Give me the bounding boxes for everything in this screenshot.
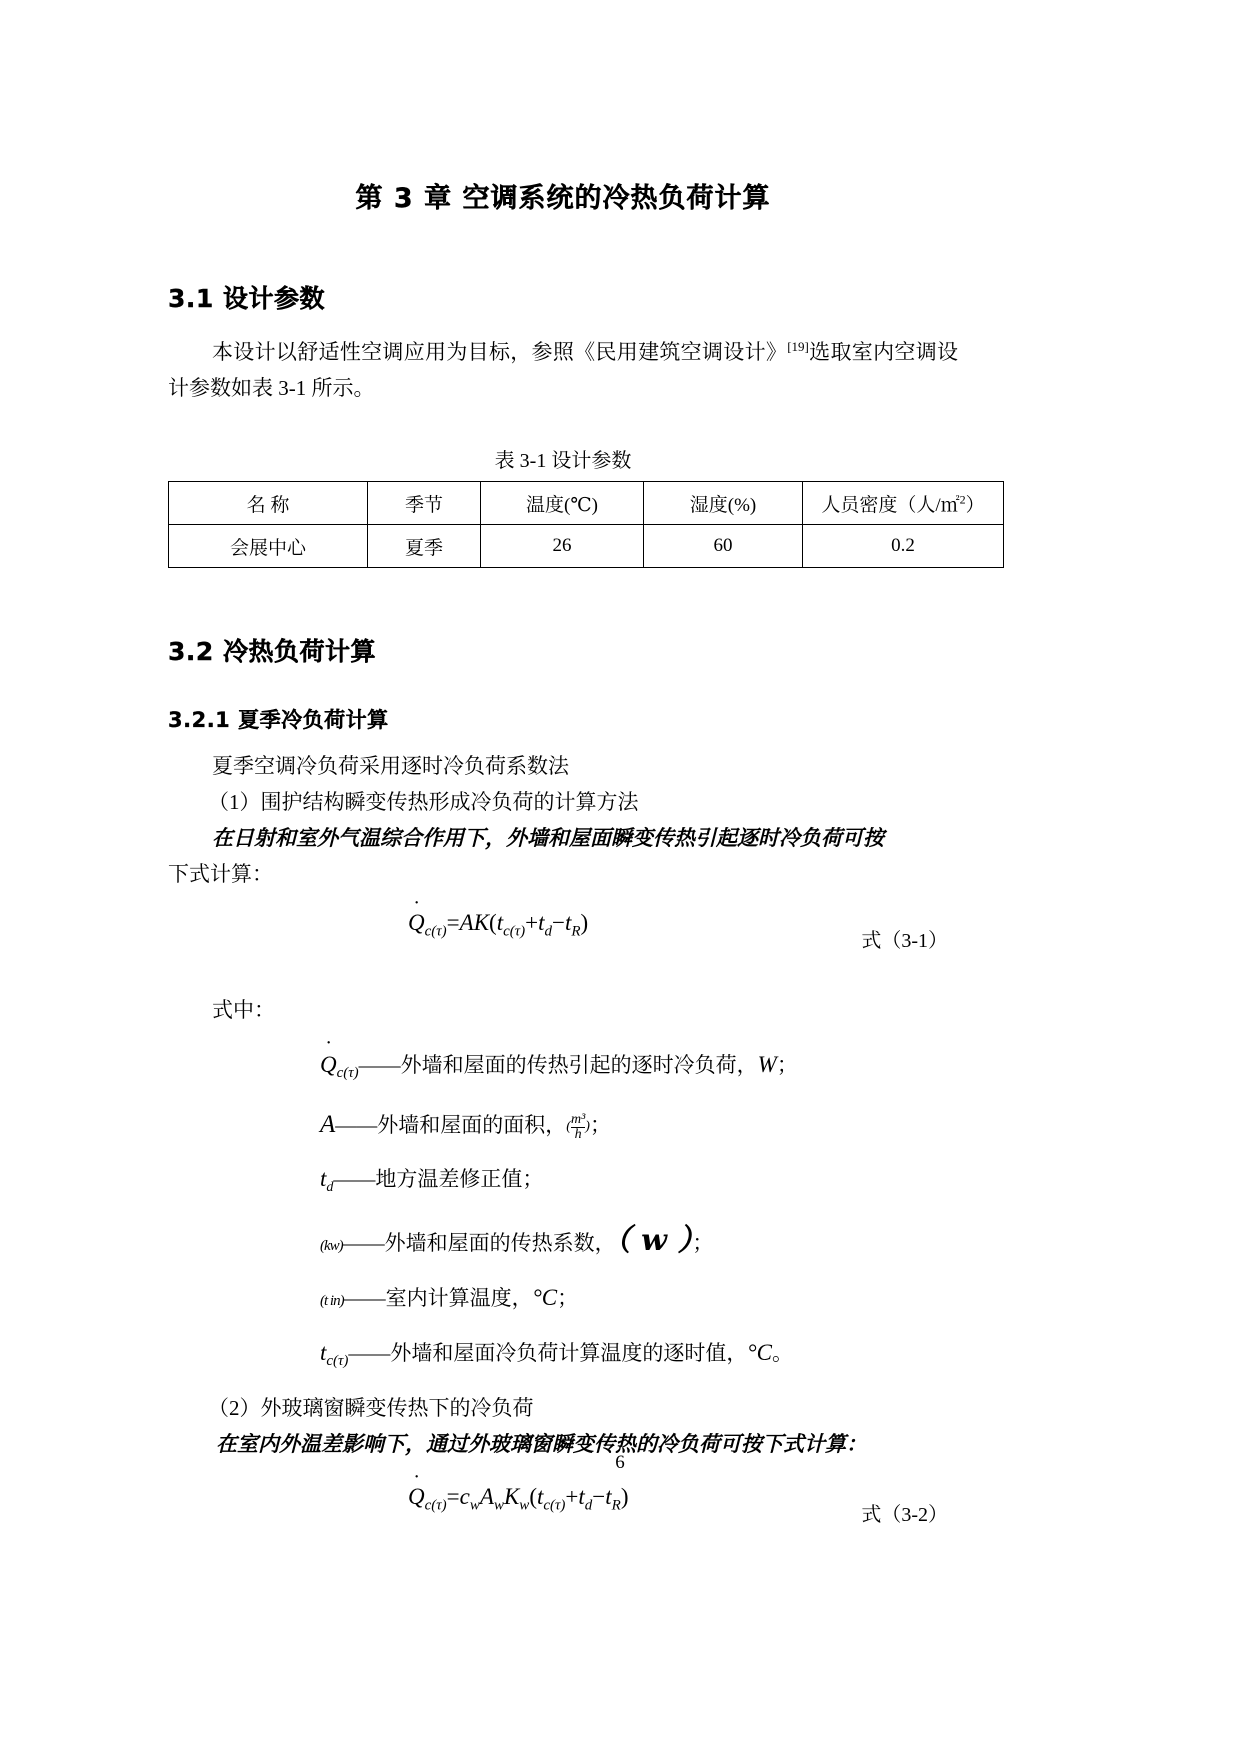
def-symbol-tc: t	[320, 1339, 327, 1365]
def-symbol-td: t	[320, 1166, 327, 1192]
paragraph-italic-1: 在日射和室外气温综合作用下，外墙和屋面瞬变传热引起逐时冷负荷可按	[212, 826, 884, 850]
definition-item-a	[168, 1110, 958, 1142]
formula2-q-symbol: · Q	[408, 1484, 425, 1510]
formula2-t2-sub: d	[584, 1497, 593, 1514]
table-header-season: 季节	[368, 482, 481, 525]
formula-ak: AK	[459, 910, 490, 935]
cell-temperature: 26	[481, 525, 644, 568]
def-symbol-td-sub: d	[326, 1180, 334, 1196]
formula-equals: =	[446, 910, 460, 935]
cell-name: 会展中心	[169, 525, 368, 568]
formula2-rparen: )	[620, 1483, 629, 1509]
formula-minus: −	[552, 910, 565, 935]
formula2-t1-sub: c(τ)	[543, 1497, 566, 1514]
def-text-tr: ——室内计算温度，	[343, 1285, 533, 1310]
def-text-a: ——外墙和屋面的面积，	[335, 1113, 567, 1138]
formula-t1-sub: c(τ)	[503, 923, 526, 940]
table-header-humidity: 湿度(%)	[644, 482, 803, 525]
paragraph-method: 夏季空调冷负荷采用逐时冷负荷系数法	[212, 754, 569, 778]
formula-3-2	[408, 1484, 629, 1515]
def-tail-tr: ；	[557, 1285, 579, 1310]
def-unit-q: W	[757, 1052, 777, 1077]
definition-item-q	[168, 1050, 958, 1088]
formula2-q-sub: c(τ)	[424, 1497, 447, 1514]
occupant-density-text: 人员密度（人/㎡	[821, 494, 960, 516]
formula2-t3: t	[605, 1483, 612, 1509]
formula2-a-sub: w	[493, 1497, 504, 1514]
table-caption: 表 3-1 设计参数	[494, 450, 632, 472]
table-header-row	[169, 482, 1004, 525]
def-unit-k: （ w ）	[615, 1222, 693, 1258]
formula-plus: +	[525, 910, 539, 935]
citation-ref: [19]	[787, 339, 809, 354]
formula2-k: K	[503, 1483, 520, 1509]
paragraph-3-1-part-b: 选取室内	[808, 340, 895, 364]
definition-item-k	[168, 1222, 958, 1261]
formula-rparen: )	[580, 910, 589, 935]
formula-t3-sub: R	[571, 923, 581, 940]
cell-occupant-density: 0.2	[803, 525, 1004, 568]
paragraph-italic-2: 在室内外温差影响下，通过外玻璃窗瞬变传热的冷负荷可按下式计算：	[216, 1431, 867, 1456]
paragraph-3-1-line2: 空调设计参数如表 3-1 所示。	[168, 340, 959, 400]
def-text-k: ——外墙和屋面的传热系数，	[342, 1230, 616, 1255]
formula2-t3-sub: R	[611, 1497, 621, 1514]
def-symbol-tr: (t in)	[320, 1292, 344, 1309]
chapter-title: 第 3 章 空调系统的冷热负荷计算	[355, 183, 771, 214]
def-unit-tr: °C	[532, 1284, 558, 1310]
definition-item-td	[168, 1164, 958, 1203]
definition-item-tc	[168, 1338, 958, 1376]
def-text-tc: ——外墙和屋面冷负荷计算温度的逐时值，	[348, 1340, 748, 1365]
page-content	[168, 0, 985, 1536]
def-tail-q: ；	[776, 1053, 798, 1077]
table-header-name: 名 称	[169, 482, 368, 525]
formula-3-1	[408, 910, 588, 941]
formula-q-sub: c(τ)	[424, 923, 447, 940]
paragraph-3-1	[168, 329, 958, 406]
formula2-c: c	[459, 1483, 470, 1509]
table-header-temperature: 温度(℃)	[481, 482, 644, 525]
heading-3-2-1: 3.2.1 夏季冷负荷计算	[168, 708, 389, 732]
def-symbol-tc-sub: c(τ)	[326, 1352, 349, 1369]
formula-row-3-2	[168, 1484, 958, 1536]
def-symbol-q-sub: c(τ)	[336, 1065, 359, 1082]
formula-row-3-1	[168, 910, 958, 962]
formula2-minus: −	[592, 1483, 606, 1509]
design-parameters-table	[168, 481, 1004, 568]
formula-lparen: (	[489, 910, 497, 935]
paragraph-3-1-part-a: 本设计以舒适性空调应用为目标，参照《民用建筑空调设计》	[212, 340, 788, 364]
paragraph-item-1: （1）围护结构瞬变传热形成冷负荷的计算方法	[208, 790, 639, 814]
paragraph-item-2: （2）外玻璃窗瞬变传热下的冷负荷	[208, 1395, 534, 1420]
formula-q-symbol: · Q	[408, 910, 425, 936]
formula-t2: t	[538, 910, 545, 935]
def-tail-a: ；	[589, 1113, 611, 1138]
def-symbol-k: (kw)	[320, 1237, 343, 1254]
table-row	[169, 525, 1004, 568]
where-label: 式中：	[212, 998, 275, 1022]
page-number: 6	[615, 1452, 625, 1473]
def-symbol-a: A	[320, 1111, 336, 1139]
formula-tag-3-1: 式（3-1）	[861, 930, 948, 952]
formula2-plus: +	[565, 1483, 579, 1509]
formula2-lparen: (	[529, 1483, 537, 1509]
cell-season: 夏季	[368, 525, 481, 568]
formula2-t2: t	[578, 1483, 585, 1509]
paragraph-calc-below: 下式计算：	[168, 862, 273, 886]
def-unit-a-den: h	[571, 1127, 585, 1142]
def-tail-k: ；	[692, 1230, 714, 1255]
formula2-equals: =	[446, 1483, 460, 1509]
formula2-a: A	[479, 1483, 494, 1509]
def-unit-a: ( $\frac{\text{m³}}{h}$ )	[566, 1111, 590, 1142]
def-unit-a-num: m³	[570, 1111, 586, 1127]
occupant-density-tail: ）	[965, 494, 985, 516]
cell-humidity: 60	[644, 525, 803, 568]
def-tail-tc: 。	[771, 1340, 793, 1365]
formula-t2-sub: d	[544, 923, 552, 940]
formula-t1: t	[496, 910, 504, 935]
def-text-td: ——地方温差修正值；	[333, 1167, 544, 1192]
formula2-c-sub: w	[469, 1497, 480, 1514]
heading-3-2: 3.2 冷热负荷计算	[168, 637, 376, 666]
def-symbol-q: · Q	[320, 1050, 337, 1080]
def-unit-tc: °C	[747, 1339, 772, 1365]
formula2-t1: t	[536, 1483, 544, 1509]
definition-item-tr	[168, 1283, 958, 1316]
table-header-occupant-density	[803, 482, 1004, 525]
definition-list	[168, 1050, 958, 1376]
def-text-q: ——外墙和屋面的传热引起的逐时冷负荷，	[358, 1053, 758, 1077]
formula-tag-3-2: 式（3-2）	[861, 1503, 948, 1526]
formula2-k-sub: w	[519, 1497, 530, 1514]
heading-3-1: 3.1 设计参数	[168, 284, 325, 313]
formula-t3: t	[564, 910, 572, 935]
occupant-density-sup: 2	[959, 492, 966, 507]
